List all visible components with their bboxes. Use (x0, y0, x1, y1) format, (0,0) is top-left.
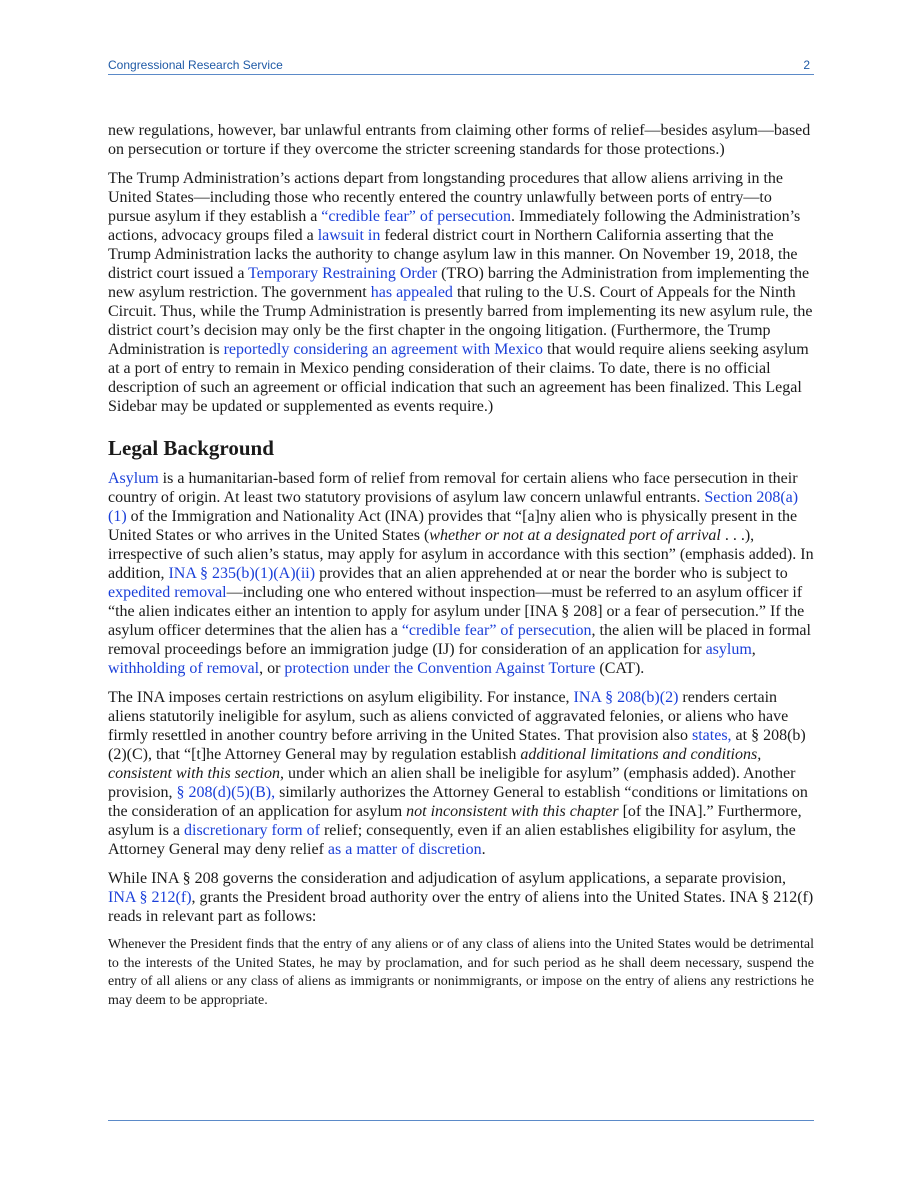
link-ina-235[interactable]: INA § 235(b)(1)(A)(ii) (168, 565, 316, 582)
link-expedited-removal[interactable]: expedited removal (108, 584, 227, 601)
page-number: 2 (803, 58, 810, 72)
text: (TRO) barring the Administration from implementing the new asylum restriction. The government (108, 265, 810, 301)
text: —including one who entered without inspection—must be referred to an asylum officer if “the alien indicates either an intention to apply for asylum under [INA § 208] or a fear of persecution.” If the asylum officer determines that the alien has a (108, 584, 805, 639)
text: similarly authorizes the Attorney General to establish “conditions or limitations on the consideration of an application for asylum (108, 784, 808, 820)
text: [of the INA].” Furthermore, asylum is a (108, 803, 802, 839)
text: renders certain aliens statutorily ineligible for asylum, such as aliens convicted of aggravated felonies, or aliens who have firmly resettled in another country before arriving in the United States. That provision also (108, 689, 789, 744)
text: federal district court in Northern California asserting that the Trump Administration lacks the authority to change asylum law in this manner. On November 19, 2018, the district court issued a (108, 227, 798, 282)
paragraph-continuation (108, 121, 814, 159)
text: provides that an alien apprehended at or near the border who is subject to (315, 565, 788, 582)
text: The Trump Administration’s actions depart from longstanding procedures that allow aliens arriving in the United States—including those who recently entered the country unlawfully between ports of entry—to pursue asylum if they establish a (108, 170, 783, 225)
text: . Immediately following the Administration’s actions, advocacy groups filed a (108, 208, 801, 244)
link-ina-212f[interactable]: INA § 212(f) (108, 889, 192, 906)
emphasis: additional limitations and conditions, consistent with this section (108, 746, 762, 782)
text: . . .), irrespective of such alien’s status, may apply for asylum in accordance with this section” (emphasis added). In addition, (108, 527, 814, 582)
text: new regulations, however, bar unlawful entrants from claiming other forms of relief—besides asylum—based on persecution or torture if they overcome the stricter screening standards for those protections.) (108, 122, 811, 158)
text: is a humanitarian-based form of relief from removal for certain aliens who face persecution in their country of origin. At least two statutory provisions of asylum law concern unlawful entrants. (108, 470, 798, 506)
emphasis: whether or not at a designated port of arrival (429, 527, 721, 544)
paragraph-ina-212f (108, 869, 814, 926)
text: While INA § 208 governs the consideration and adjudication of asylum applications, a separate provision, (108, 870, 787, 887)
document-body (108, 121, 814, 1020)
link-agreement-with-mexico[interactable]: reportedly considering an agreement with Mexico (223, 341, 544, 358)
link-asylum[interactable]: Asylum (108, 470, 159, 487)
link-ina-208b2[interactable]: INA § 208(b)(2) (573, 689, 679, 706)
section-heading: Legal Background (108, 436, 274, 460)
link-states[interactable]: states, (692, 727, 732, 744)
link-asylum-2[interactable]: asylum (705, 641, 752, 658)
paragraph-trump-administration-actions (108, 169, 814, 416)
emphasis: not inconsistent with this chapter (406, 803, 619, 820)
link-matter-of-discretion[interactable]: as a matter of discretion (327, 841, 482, 858)
text: . (481, 841, 486, 858)
footer-divider (108, 1120, 814, 1121)
link-temporary-restraining-order[interactable]: Temporary Restraining Order (248, 265, 438, 282)
paragraph-asylum-restrictions (108, 688, 814, 859)
link-withholding-of-removal[interactable]: withholding of removal (108, 660, 260, 677)
link-credible-fear-2[interactable]: “credible fear” of persecution (401, 622, 592, 639)
link-discretionary-form[interactable]: discretionary form of (184, 822, 320, 839)
text: , or (259, 660, 285, 677)
text: (CAT). (595, 660, 645, 677)
text: at § 208(b)(2)(C), that “[t]he Attorney General may by regulation establish (108, 727, 806, 763)
text: , (751, 641, 756, 658)
header-title: Congressional Research Service (108, 58, 283, 72)
running-header (108, 58, 814, 75)
text: , under which an alien shall be ineligible for asylum” (emphasis added). Another provision, (108, 765, 796, 801)
link-208d5b[interactable]: § 208(d)(5)(B), (176, 784, 276, 801)
paragraph-asylum-definition (108, 469, 814, 678)
text: , the alien will be placed in formal removal proceedings before an immigration judge (IJ) for consideration of an application for (108, 622, 811, 658)
text: The INA imposes certain restrictions on asylum eligibility. For instance, (108, 689, 574, 706)
link-has-appealed[interactable]: has appealed (370, 284, 453, 301)
link-lawsuit[interactable]: lawsuit in (317, 227, 381, 244)
link-convention-against-torture[interactable]: protection under the Convention Against Torture (284, 660, 596, 677)
text: that ruling to the U.S. Court of Appeals for the Ninth Circuit. Thus, while the Trump Administration is presently barred from implementing its new asylum rule, the district court’s decision may only be the first chapter in the ongoing litigation. (Furthermore, the Trump Administration is (108, 284, 813, 358)
block-quote: Whenever the President finds that the entry of any aliens or of any class of aliens into the United States would be detrimental to the interests of the United States, he may by proclamation, and for such period as he shall deem necessary, suspend the entry of all aliens or any class of aliens as immigrants or nonimmigrants, or impose on the entry of aliens any restrictions he may deem to be appropriate. (108, 937, 814, 1008)
text: of the Immigration and Nationality Act (INA) provides that “[a]ny alien who is physically present in the United States or who arrives in the United States ( (108, 508, 798, 544)
link-section-208a1[interactable]: Section 208(a)(1) (108, 489, 799, 525)
link-credible-fear[interactable]: “credible fear” of persecution (321, 208, 511, 225)
text: relief; consequently, even if an alien establishes eligibility for asylum, the Attorney General may deny relief (108, 822, 796, 858)
text: that would require aliens seeking asylum at a port of entry to remain in Mexico pending consideration of their claims. To date, there is no official description of such an agreement or official indication that such an agreement has been finalized. This Legal Sidebar may be updated or supplemented as events require.) (108, 341, 809, 415)
text: , grants the President broad authority over the entry of aliens into the United States. INA § 212(f) reads in relevant part as follows: (108, 889, 814, 925)
